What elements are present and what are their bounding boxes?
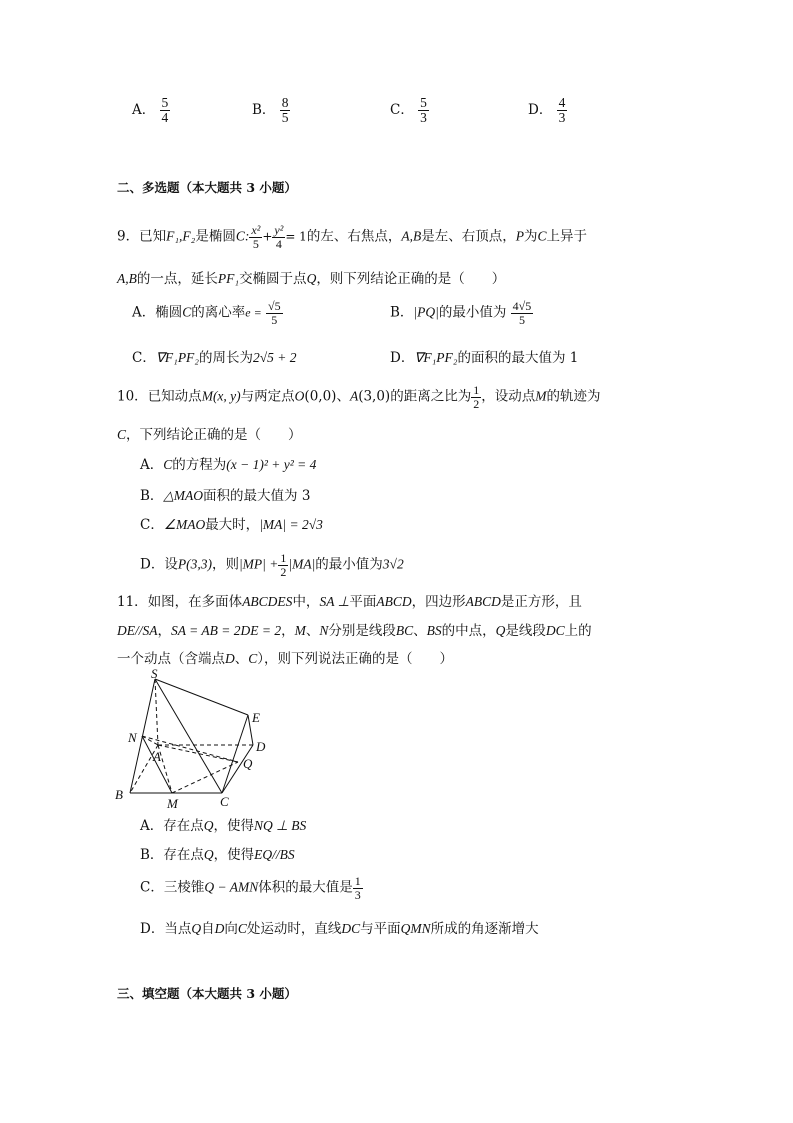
numerator: x² bbox=[251, 223, 261, 237]
denominator: 5 bbox=[281, 110, 289, 126]
text: 是线段 bbox=[505, 623, 546, 639]
fraction bbox=[160, 96, 171, 125]
label-S: S bbox=[151, 668, 158, 681]
q10-option-d[interactable] bbox=[140, 552, 404, 578]
math: ABCDES bbox=[242, 594, 293, 609]
fraction bbox=[266, 300, 283, 326]
text: 向 bbox=[224, 921, 238, 937]
text: 是左、右顶点， bbox=[421, 228, 516, 245]
option-label: B． bbox=[252, 102, 276, 119]
math: F₁,F₂ bbox=[166, 228, 196, 244]
text: 存在点 bbox=[163, 847, 204, 863]
option-label: D． bbox=[140, 556, 165, 573]
q9-option-d[interactable] bbox=[390, 346, 578, 366]
math: QMN bbox=[400, 921, 431, 936]
option-label: C． bbox=[140, 879, 164, 896]
math: C bbox=[537, 228, 547, 244]
numerator: 1 bbox=[354, 874, 361, 888]
math: D bbox=[225, 651, 235, 666]
text: ，使得 bbox=[213, 818, 254, 834]
q11-stem-line3: 一个动点（含端点D、C），则下列说法正确的是（ ） bbox=[117, 651, 454, 667]
label-C: C bbox=[220, 794, 229, 809]
option-label: C． bbox=[390, 102, 414, 119]
text: 、 bbox=[336, 388, 350, 405]
text: 椭圆 bbox=[155, 304, 183, 321]
denominator: 5 bbox=[252, 236, 259, 251]
math: |MA| bbox=[288, 556, 316, 572]
text: ，四边形 bbox=[411, 594, 466, 610]
fraction bbox=[511, 300, 534, 326]
math: (x, y) bbox=[212, 388, 241, 404]
text: 与两定点 bbox=[240, 388, 295, 405]
q11-option-c[interactable] bbox=[140, 875, 363, 901]
text: 的面积的最大值为 1 bbox=[457, 350, 579, 366]
math: D bbox=[214, 921, 225, 936]
math: A,B bbox=[401, 228, 422, 244]
math: ABCD bbox=[376, 594, 412, 609]
option-label: B． bbox=[140, 488, 164, 504]
q11-option-a[interactable] bbox=[140, 814, 306, 834]
math: : bbox=[244, 228, 250, 244]
math: P bbox=[515, 228, 524, 244]
numerator: 4√5 bbox=[512, 299, 532, 313]
q10-stem-line1 bbox=[117, 384, 600, 410]
text: 为 bbox=[523, 228, 538, 245]
denominator: 5 bbox=[518, 312, 525, 327]
text: 体积的最大值是 bbox=[258, 879, 353, 896]
section-heading-multiple-choice: 二、多选题（本大题共 3 小题） bbox=[117, 180, 297, 195]
text: 三棱锥 bbox=[163, 879, 205, 896]
math: e = bbox=[245, 305, 262, 320]
math: C bbox=[117, 427, 127, 442]
question-number: 10． bbox=[117, 388, 148, 405]
option-label: A． bbox=[140, 457, 164, 473]
math: = 1 bbox=[285, 229, 307, 244]
math: PF₁ bbox=[217, 271, 240, 286]
denominator: 3 bbox=[558, 110, 566, 126]
numerator: √5 bbox=[268, 299, 281, 313]
text: ，使得 bbox=[213, 847, 255, 863]
numerator: 1 bbox=[280, 551, 287, 565]
math: C bbox=[182, 304, 192, 320]
math: |PQ| bbox=[413, 304, 439, 320]
fraction bbox=[280, 96, 291, 125]
text: 中， bbox=[292, 594, 320, 610]
fraction bbox=[272, 224, 285, 250]
math: △MAO bbox=[163, 488, 204, 503]
math: C bbox=[248, 651, 258, 666]
text: 是正方形，且 bbox=[500, 594, 582, 610]
denominator: 5 bbox=[271, 312, 278, 327]
text: 的周长为 bbox=[199, 350, 254, 366]
numerator: y² bbox=[274, 223, 284, 237]
math: M bbox=[294, 623, 306, 638]
q10-option-b[interactable] bbox=[140, 484, 310, 504]
math: (3,0) bbox=[358, 388, 391, 405]
math: O bbox=[294, 388, 305, 404]
q9-stem-line1 bbox=[117, 224, 587, 250]
text: ，则下列结论正确的是（ ） bbox=[316, 271, 506, 287]
math: M bbox=[535, 388, 547, 404]
q10-option-a[interactable] bbox=[140, 453, 316, 473]
text: 与平面 bbox=[360, 921, 401, 937]
math: 3√2 bbox=[382, 556, 404, 572]
text: ），则下列说法正确的是（ ） bbox=[257, 651, 454, 667]
denominator: 3 bbox=[420, 110, 427, 126]
math: Q bbox=[191, 921, 202, 936]
q9-option-a[interactable] bbox=[132, 300, 283, 326]
math: NQ ⊥ BS bbox=[254, 818, 307, 833]
text: 当点 bbox=[164, 921, 192, 937]
math: N bbox=[319, 623, 329, 638]
edge-SE bbox=[155, 679, 248, 715]
math: |MA| = 2√3 bbox=[259, 517, 323, 532]
math: Q bbox=[306, 271, 317, 286]
text: 的离心率 bbox=[191, 304, 246, 321]
segment-MQ bbox=[172, 762, 238, 793]
label-N: N bbox=[128, 730, 137, 745]
option-label: A． bbox=[132, 304, 156, 321]
math: 2√5 + 2 bbox=[253, 350, 297, 365]
edge-SC bbox=[155, 679, 222, 793]
fraction bbox=[249, 224, 262, 250]
option-label: D． bbox=[390, 350, 415, 366]
text: 是椭圆 bbox=[195, 228, 236, 245]
denominator: 2 bbox=[473, 396, 480, 411]
denominator: 2 bbox=[280, 564, 287, 579]
text: 如图，在多面体 bbox=[147, 594, 243, 610]
math: |MP| + bbox=[238, 556, 279, 572]
label-E: E bbox=[252, 710, 260, 725]
label-M: M bbox=[167, 796, 178, 810]
text: 上异于 bbox=[546, 228, 587, 245]
option-label: C． bbox=[140, 517, 164, 533]
math: (0,0) bbox=[304, 388, 337, 405]
option-label: B． bbox=[140, 847, 164, 863]
option-label: C． bbox=[132, 350, 156, 366]
label-B: B bbox=[115, 787, 123, 802]
math: A,B bbox=[117, 271, 137, 286]
polyhedron-figure bbox=[110, 668, 280, 810]
q8-option-d[interactable] bbox=[528, 96, 567, 125]
math: A bbox=[349, 388, 359, 404]
q9-option-b[interactable] bbox=[390, 300, 533, 326]
option-label: D． bbox=[528, 102, 553, 119]
numerator: 4 bbox=[558, 95, 566, 110]
option-label: D． bbox=[140, 921, 165, 937]
text: 的最小值为 bbox=[438, 304, 507, 321]
math: Q − AMN bbox=[204, 879, 259, 895]
denominator: 4 bbox=[161, 110, 169, 126]
denominator: 3 bbox=[354, 887, 361, 902]
text: ，设动点 bbox=[481, 388, 536, 405]
math: DC bbox=[341, 921, 361, 936]
numerator: 1 bbox=[473, 383, 480, 397]
q11-stem-line1 bbox=[117, 590, 582, 610]
text: 处运动时，直线 bbox=[246, 921, 342, 937]
math: BS bbox=[426, 623, 442, 638]
math: ∇F₁PF₂ bbox=[414, 350, 458, 365]
math: Q bbox=[495, 623, 506, 638]
fraction bbox=[418, 96, 429, 125]
math: C bbox=[237, 921, 247, 936]
edge-CE bbox=[222, 715, 248, 793]
option-label: A． bbox=[132, 102, 156, 119]
question-number: 11． bbox=[117, 594, 148, 610]
q9-stem-line2 bbox=[117, 267, 505, 287]
edge-SA bbox=[155, 679, 158, 745]
math: ∇F₁PF₂ bbox=[155, 350, 200, 365]
text: 已知动点 bbox=[147, 388, 202, 405]
text: 自 bbox=[201, 921, 215, 937]
math: EQ//BS bbox=[254, 847, 295, 862]
numerator: 5 bbox=[420, 95, 427, 110]
text: 的距离之比为 bbox=[390, 388, 472, 405]
q8-option-b[interactable] bbox=[252, 96, 290, 125]
text: ，则 bbox=[211, 556, 239, 573]
text: 的左、右焦点， bbox=[306, 228, 402, 245]
math: SA = AB = 2DE = 2 bbox=[171, 623, 282, 638]
denominator: 4 bbox=[275, 236, 282, 251]
segment-AQ bbox=[158, 745, 238, 762]
text: 的方程为 bbox=[172, 457, 227, 473]
text: 所成的角逐渐增大 bbox=[430, 921, 539, 937]
label-Q: Q bbox=[243, 756, 253, 771]
text: 上的 bbox=[564, 623, 592, 639]
math: + bbox=[262, 229, 273, 244]
text: 的中点， bbox=[441, 623, 496, 639]
text: 设 bbox=[164, 556, 178, 573]
q11-option-b[interactable] bbox=[140, 843, 295, 863]
text: 存在点 bbox=[163, 818, 204, 834]
math: P(3,3) bbox=[177, 556, 212, 572]
q9-option-c[interactable] bbox=[132, 346, 297, 366]
question-number: 9． bbox=[117, 228, 140, 245]
q8-option-a[interactable] bbox=[132, 96, 170, 125]
fraction bbox=[557, 96, 568, 125]
option-label: B． bbox=[390, 304, 414, 321]
numerator: 8 bbox=[281, 95, 289, 110]
option-label: A． bbox=[140, 818, 164, 834]
section-heading-fill-in: 三、填空题（本大题共 3 小题） bbox=[117, 986, 297, 1001]
fraction bbox=[471, 384, 481, 410]
text: 交椭圆于点 bbox=[239, 271, 307, 287]
math: SA ⊥ bbox=[319, 594, 350, 609]
text: 平面 bbox=[349, 594, 377, 610]
q11-option-d[interactable] bbox=[140, 917, 539, 937]
q10-stem-line2 bbox=[117, 423, 302, 443]
text: 已知 bbox=[139, 228, 167, 245]
math: (x − 1)² + y² = 4 bbox=[226, 457, 317, 472]
text: 一个动点（含端点 bbox=[117, 651, 225, 667]
text: 面积的最大值为 3 bbox=[203, 488, 311, 504]
label-A: A bbox=[153, 749, 161, 764]
math: C bbox=[163, 457, 173, 472]
text: 的一点，延长 bbox=[136, 271, 218, 287]
numerator: 5 bbox=[161, 95, 169, 110]
fraction bbox=[278, 552, 288, 578]
q8-option-c[interactable] bbox=[390, 96, 429, 125]
math: DE//SA bbox=[117, 623, 158, 638]
math: BC bbox=[395, 623, 414, 638]
math: M bbox=[201, 388, 213, 404]
text: 最大时， bbox=[205, 517, 260, 533]
math: Q bbox=[203, 818, 214, 833]
text: 分别是线段 bbox=[328, 623, 396, 639]
math: ∠MAO bbox=[163, 517, 206, 532]
math: C bbox=[235, 228, 245, 244]
text: 的轨迹为 bbox=[546, 388, 601, 405]
math: ABCD bbox=[465, 594, 501, 609]
label-D: D bbox=[256, 739, 266, 754]
math: DC bbox=[545, 623, 565, 638]
q10-option-c[interactable] bbox=[140, 513, 323, 533]
q11-stem-line2: DE//SA，SA = AB = 2DE = 2，M、N分别是线段BC、BS的中点，Q是线段DC上的 bbox=[117, 623, 592, 639]
text: 的最小值为 bbox=[315, 556, 383, 573]
math: Q bbox=[203, 847, 214, 862]
text: ，下列结论正确的是（ ） bbox=[126, 427, 302, 443]
fraction bbox=[353, 875, 363, 901]
